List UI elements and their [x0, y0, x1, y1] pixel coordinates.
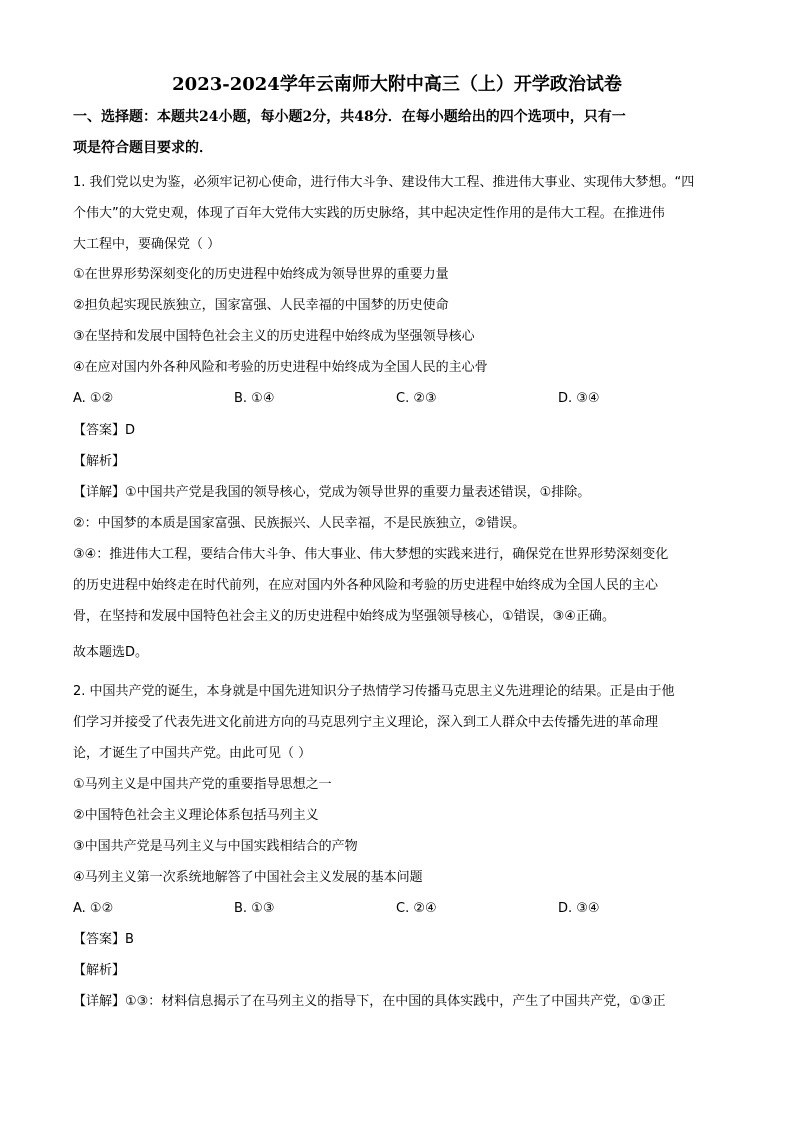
q1-option-a: A. ①②	[73, 391, 114, 406]
q2-answer: 【答案】B	[73, 932, 134, 947]
q1-option-d: D. ③④	[558, 391, 600, 406]
q1-option-c: C. ②③	[396, 391, 437, 406]
q1-analysis-label: 【解析】	[73, 454, 126, 469]
q2-stem-line-3: 论，才诞生了中国共产党。由此可见（ ）	[73, 746, 312, 761]
q1-stem-line-3: 大工程中，要确保党（ ）	[73, 237, 221, 252]
q2-stem-line-2: 们学习并接受了代表先进文化前进方向的马克思列宁主义理论，深入到工人群众中去传播先进的革命理	[73, 715, 659, 730]
q2-item-3: ③中国共产党是马列主义与中国实践相结合的产物	[73, 839, 358, 854]
q2-analysis-label: 【解析】	[73, 963, 126, 978]
q2-option-d: D. ③④	[558, 901, 600, 916]
q1-item-1: ①在世界形势深刻变化的历史进程中始终成为领导世界的重要力量	[73, 267, 449, 282]
q2-detail-line-1: 【详解】①③：材料信息揭示了在马列主义的指导下，在中国的具体实践中，产生了中国共产党，①③正	[73, 994, 666, 1009]
q2-option-c: C. ②④	[396, 901, 437, 916]
q1-detail-line-2: ②：中国梦的本质是国家富强、民族振兴、人民幸福，不是民族独立，②错误。	[73, 516, 526, 531]
q1-stem-line-1: 1. 我们党以史为鉴，必须牢记初心使命，进行伟大斗争、建设伟大工程、推进伟大事业、实现伟大梦想。“四	[73, 175, 695, 190]
page-title: 2023-2024学年云南师大附中高三（上）开学政治试卷	[172, 74, 622, 95]
q1-options	[73, 390, 733, 408]
section-heading-line-2: 项是符合题目要求的．	[73, 140, 213, 156]
q1-option-b: B. ①④	[234, 391, 275, 406]
q1-item-4: ④在应对国内外各种风险和考验的历史进程中始终成为全国人民的主心骨	[73, 360, 488, 375]
q1-detail-line-3: ③④：推进伟大工程，要结合伟大斗争、伟大事业、伟大梦想的实践来进行，确保党在世界形势深刻变化	[73, 547, 669, 562]
q2-options	[73, 900, 733, 918]
q1-detail-line-6: 故本题选D。	[73, 645, 149, 660]
q1-stem-line-2: 个伟大”的大党史观，体现了百年大党伟大实践的历史脉络，其中起决定性作用的是伟大工程。在推进伟	[73, 206, 665, 221]
section-heading-line-1: 一、选择题：本题共24小题，每小题2分，共48分．在每小题给出的四个选项中，只有一	[73, 109, 626, 125]
q2-item-4: ④马列主义第一次系统地解答了中国社会主义发展的基本问题	[73, 870, 423, 885]
q1-item-2: ②担负起实现民族独立，国家富强、人民幸福的中国梦的历史使命	[73, 298, 449, 313]
q1-detail-line-1: 【详解】①中国共产党是我国的领导核心，党成为领导世界的重要力量表述错误，①排除。	[73, 485, 591, 500]
q2-item-1: ①马列主义是中国共产党的重要指导思想之一	[73, 777, 332, 792]
q2-item-2: ②中国特色社会主义理论体系包括马列主义	[73, 808, 319, 823]
q2-option-a: A. ①②	[73, 901, 114, 916]
q2-stem-line-1: 2. 中国共产党的诞生，本身就是中国先进知识分子热情学习传播马克思主义先进理论的结果。正是由于他	[73, 684, 675, 699]
q1-detail-line-4: 的历史进程中始终走在时代前列，在应对国内外各种风险和考验的历史进程中始终成为全国人民的主心	[73, 578, 659, 593]
q1-answer: 【答案】D	[73, 423, 136, 438]
q2-option-b: B. ①③	[234, 901, 275, 916]
q1-item-3: ③在坚持和发展中国特色社会主义的历史进程中始终成为坚强领导核心	[73, 329, 475, 344]
q1-detail-line-5: 骨，在坚持和发展中国特色社会主义的历史进程中始终成为坚强领导核心，①错误，③④正确。	[73, 609, 615, 624]
